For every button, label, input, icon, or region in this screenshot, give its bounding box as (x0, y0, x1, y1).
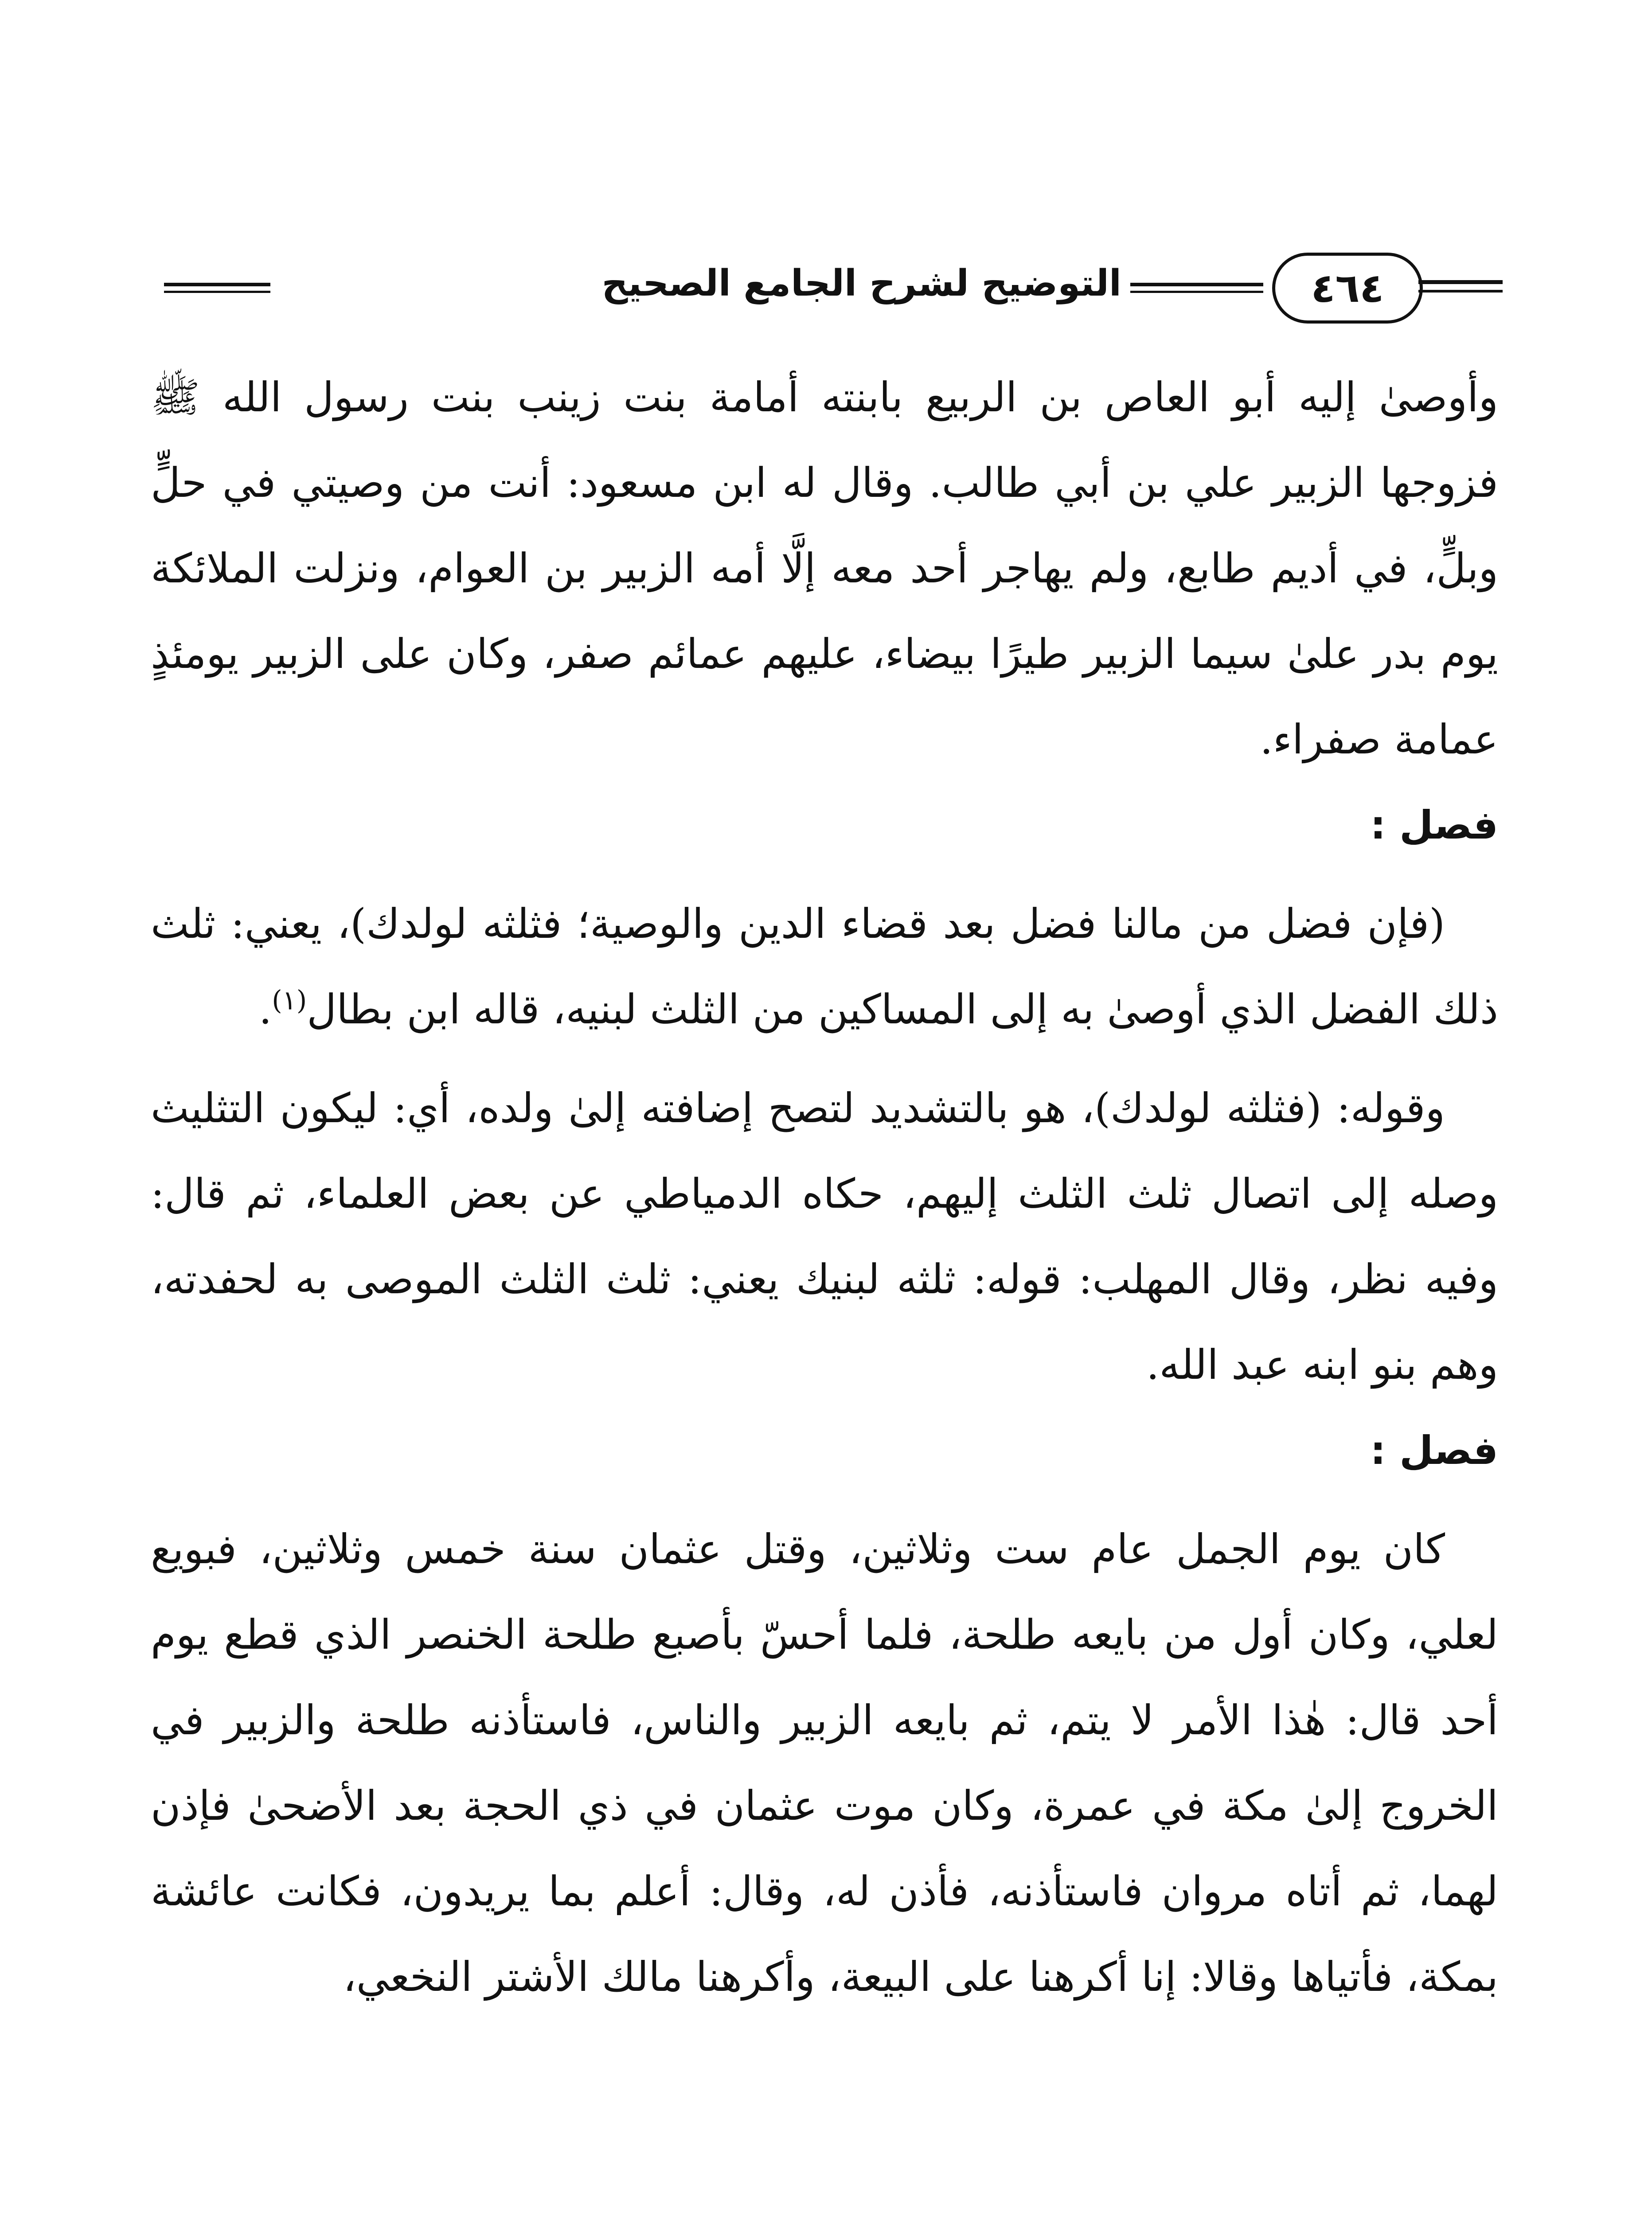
paragraph (151, 881, 1498, 1052)
body-text (151, 355, 1498, 2020)
header-rule-left (164, 278, 270, 296)
paragraph: وأوصىٰ إليه أبو العاص بن الربيع بابنته أمامة بنت زينب بنت رسول الله ﷺ فزوجها الزبير علي بن أبي طالب. وقال له ابن مسعود: أنت من وصيتي في حلٍّ وبلٍّ، في أديم طابع، ولم يهاجر أحد معه إلَّا أمه الزبير بن العوام، ونزلت الملائكة يوم بدر علىٰ سيما الزبير طيرًا بيضاء، عليهم عمائم صفر، وكان على الزبير يومئذٍ عمامة صفراء. (151, 374, 1498, 763)
page-number-rule (1418, 280, 1503, 296)
paragraph-text: (فإن فضل من مالنا فضل بعد قضاء الدين والوصية؛ فثلثه لولدك)، يعني: ثلث ذلك الفضل الذي أوصىٰ به إلى المساكين من الثلث لبنيه، قاله ابن بطال (151, 900, 1498, 1033)
page-number: ٤٦٤ (1272, 253, 1423, 324)
running-header (164, 253, 1503, 328)
section-heading: فصل : (1370, 802, 1498, 848)
running-title: التوضيح لشرح الجامع الصحيح (601, 262, 1121, 304)
paragraph-end: . (258, 986, 272, 1033)
footnote-marker: (١) (272, 985, 307, 1016)
section-heading: فصل : (1370, 1428, 1498, 1473)
paragraph: وقوله: (فثلثه لولدك)، هو بالتشديد لتصح إضافته إلىٰ ولده، أي: ليكون التثليث وصله إلى اتصال ثلث الثلث إليهم، حكاه الدمياطي عن بعض العلماء، ثم قال: وفيه نظر، وقال المهلب: قوله: ثلثه لبنيك يعني: ثلث الثلث الموصى به لحفدته، وهم بنو ابنه عبد الله. (151, 1085, 1498, 1389)
header-rule-middle (1130, 278, 1263, 296)
paragraph: كان يوم الجمل عام ست وثلاثين، وقتل عثمان سنة خمس وثلاثين، فبويع لعلي، وكان أول من بايعه طلحة، فلما أحسّ بأصبع طلحة الخنصر الذي قطع يوم أحد قال: هٰذا الأمر لا يتم، ثم بايعه الزبير والناس، فاستأذنه طلحة والزبير في الخروج إلىٰ مكة في عمرة، وكان موت عثمان في ذي الحجة بعد الأضحىٰ فإذن لهما، ثم أتاه مروان فاستأذنه، فأذن له، وقال: أعلم بما يريدون، فكانت عائشة بمكة، فأتياها وقالا: إنا أكرهنا على البيعة، وأكرهنا مالك الأشتر النخعي، (151, 1525, 1499, 2001)
